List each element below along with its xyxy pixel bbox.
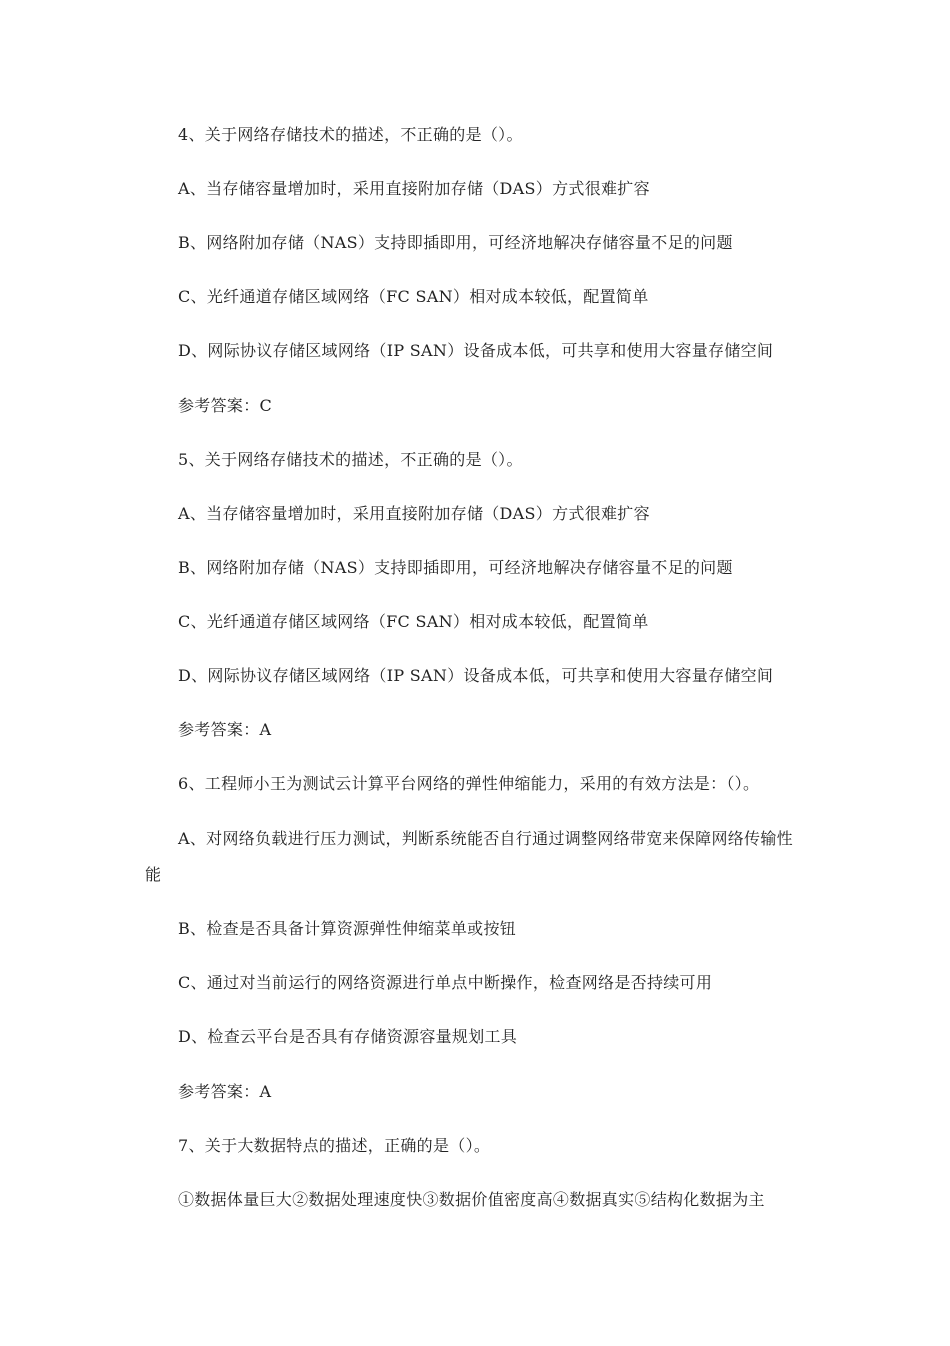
question-4-stem: 4、关于网络存储技术的描述，不正确的是（）。 bbox=[178, 125, 523, 144]
question-5-option-a: A、当存储容量增加时，采用直接附加存储（DAS）方式很难扩容 bbox=[178, 504, 650, 523]
question-6-stem: 6、工程师小王为测试云计算平台网络的弹性伸缩能力，采用的有效方法是：（）。 bbox=[178, 774, 760, 793]
question-6-answer: 参考答案：A bbox=[178, 1082, 272, 1101]
question-6-option-b: B、检查是否具备计算资源弹性伸缩菜单或按钮 bbox=[178, 919, 517, 938]
question-5-option-c: C、光纤通道存储区域网络（FC SAN）相对成本较低，配置简单 bbox=[178, 612, 649, 631]
question-4-option-d: D、网际协议存储区域网络（IP SAN）设备成本低，可共享和使用大容量存储空间 bbox=[178, 341, 774, 360]
question-6-option-a: A、对网络负载进行压力测试，判断系统能否自行通过调整网络带宽来保障网络传输性 bbox=[178, 829, 793, 848]
question-4-option-a: A、当存储容量增加时，采用直接附加存储（DAS）方式很难扩容 bbox=[178, 179, 650, 198]
question-5-answer: 参考答案：A bbox=[178, 720, 272, 739]
question-5-option-d: D、网际协议存储区域网络（IP SAN）设备成本低，可共享和使用大容量存储空间 bbox=[178, 666, 774, 685]
question-5-option-b: B、网络附加存储（NAS）支持即插即用，可经济地解决存储容量不足的问题 bbox=[178, 558, 733, 577]
question-4-option-c: C、光纤通道存储区域网络（FC SAN）相对成本较低，配置简单 bbox=[178, 287, 649, 306]
question-4-option-b: B、网络附加存储（NAS）支持即插即用，可经济地解决存储容量不足的问题 bbox=[178, 233, 733, 252]
question-6-option-d: D、检查云平台是否具有存储资源容量规划工具 bbox=[178, 1027, 518, 1046]
question-5-stem: 5、关于网络存储技术的描述，不正确的是（）。 bbox=[178, 450, 523, 469]
question-7-stem: 7、关于大数据特点的描述，正确的是（）。 bbox=[178, 1136, 491, 1155]
question-6-option-a-continuation: 能 bbox=[145, 865, 162, 884]
question-7-statement: ①数据体量巨大②数据处理速度快③数据价值密度高④数据真实⑤结构化数据为主 bbox=[178, 1190, 765, 1209]
question-4-answer: 参考答案：C bbox=[178, 396, 273, 415]
question-6-option-c: C、通过对当前运行的网络资源进行单点中断操作，检查网络是否持续可用 bbox=[178, 973, 713, 992]
